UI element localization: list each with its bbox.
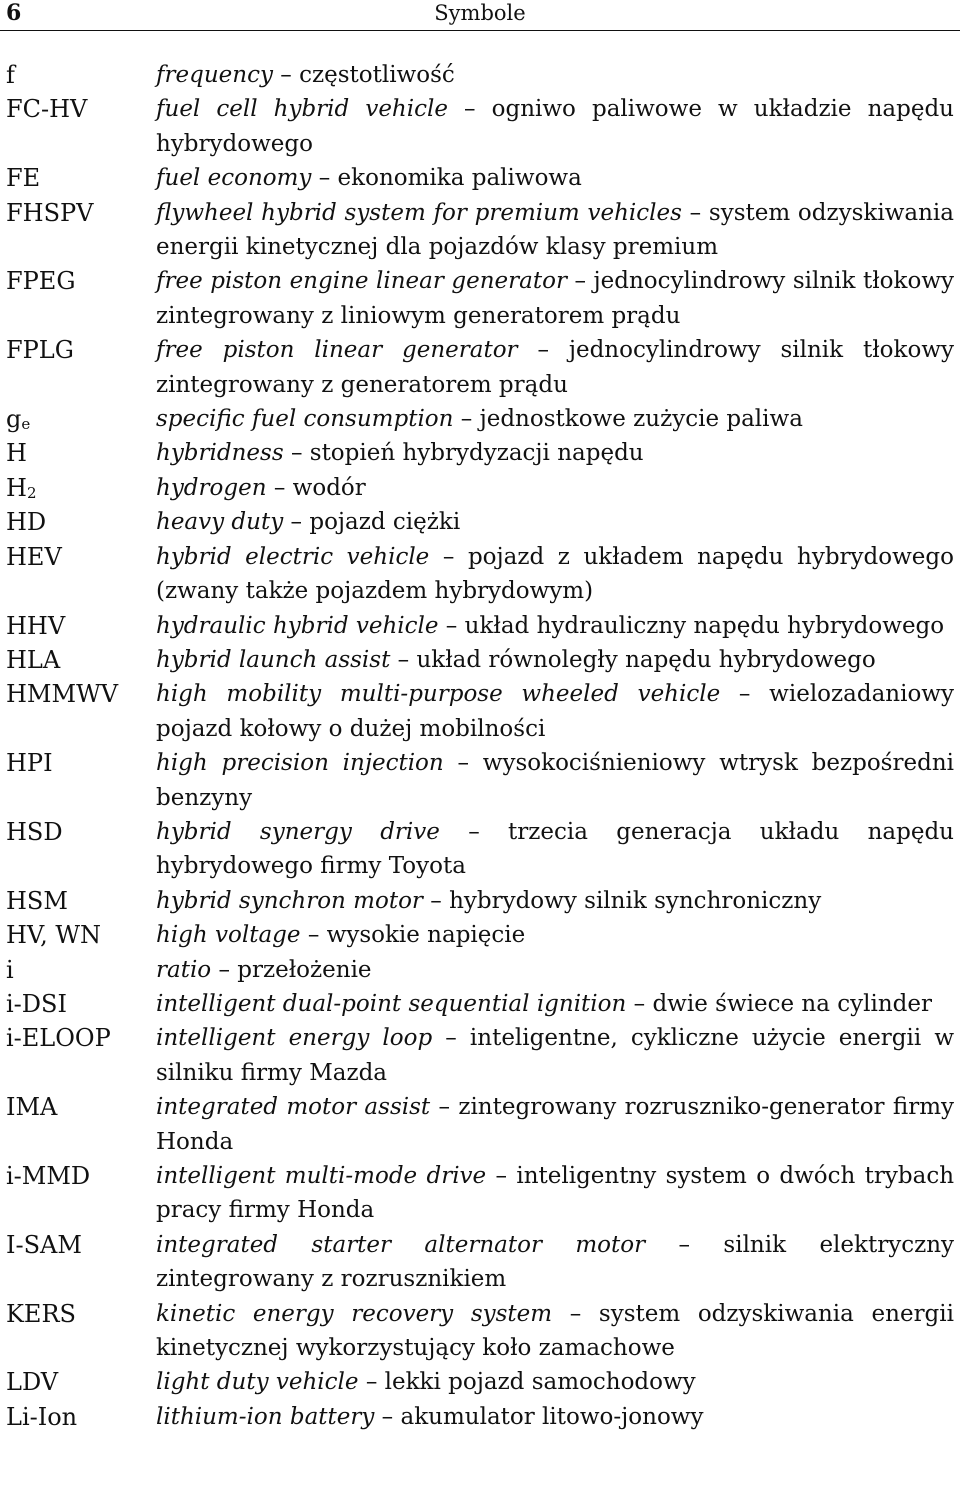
polish-description: akumulator litowo-jonowy <box>400 1403 704 1430</box>
polish-description: wielozadaniowy pojazd kołowy o dużej mobilności <box>156 681 954 742</box>
symbol-abbreviation <box>0 609 156 643</box>
english-term: intelligent dual-point sequential ignition <box>156 990 627 1017</box>
symbol-definition <box>156 677 954 746</box>
polish-description: lekki pojazd samochodowy <box>384 1369 696 1396</box>
symbol-entry <box>0 1365 960 1399</box>
polish-description: przełożenie <box>237 956 372 983</box>
symbol-list <box>0 58 960 1434</box>
english-term: frequency <box>156 62 273 88</box>
term-separator-dash: – <box>626 990 653 1017</box>
english-term: high voltage <box>156 922 301 949</box>
abbreviation-text: i-ELOOP <box>6 1024 111 1053</box>
symbol-abbreviation <box>0 264 156 298</box>
english-term: lithium-ion battery <box>156 1403 375 1430</box>
english-term: high mobility multi-purpose wheeled vehicle <box>156 681 721 708</box>
polish-description: wysokie napięcie <box>326 922 526 949</box>
term-separator-dash: – <box>390 646 417 673</box>
symbol-entry <box>0 815 960 884</box>
english-term: flywheel hybrid system for premium vehicles <box>156 199 682 226</box>
symbol-entry <box>0 746 960 815</box>
english-term: hybrid synergy drive <box>156 818 440 845</box>
polish-description: jednocylindrowy silnik tłokowy zintegrowany z generatorem prądu <box>156 337 954 398</box>
symbol-entry <box>0 92 960 161</box>
english-term: intelligent multi-mode drive <box>156 1163 487 1189</box>
term-separator-dash: – <box>681 199 709 226</box>
abbreviation-text: Li-Ion <box>6 1402 78 1431</box>
symbol-abbreviation <box>0 161 156 195</box>
symbol-entry <box>0 1159 960 1228</box>
term-separator-dash: – <box>311 165 338 192</box>
symbol-abbreviation <box>0 953 156 987</box>
running-head: Symbole <box>434 1 526 25</box>
symbol-definition <box>156 746 954 815</box>
abbreviation-text: i <box>6 955 14 984</box>
abbreviation-text: FE <box>6 164 41 193</box>
abbreviation-text: g <box>6 405 22 434</box>
polish-description: dwie świece na cylinder <box>652 990 932 1017</box>
symbol-definition <box>156 918 954 952</box>
english-term: light duty vehicle <box>156 1369 359 1396</box>
term-separator-dash: – <box>453 406 480 433</box>
english-term: free piston engine linear generator <box>156 268 567 295</box>
symbol-definition <box>156 196 954 265</box>
symbol-abbreviation <box>0 1159 156 1193</box>
term-separator-dash: – <box>300 922 327 949</box>
symbol-entry <box>0 161 960 195</box>
symbol-entry <box>0 505 960 539</box>
term-separator-dash: – <box>211 956 238 983</box>
polish-description: zintegrowany rozruszniko-generator firmy Honda <box>156 1094 954 1155</box>
abbreviation-text: FHSPV <box>6 198 94 227</box>
page-header <box>0 0 960 32</box>
polish-description: wodór <box>292 474 366 501</box>
polish-description: silnik elektryczny zintegrowany z rozrusznikiem <box>156 1231 954 1293</box>
symbol-abbreviation <box>0 987 156 1021</box>
symbol-definition <box>156 643 954 677</box>
english-term: hydraulic hybrid vehicle <box>156 612 439 639</box>
abbreviation-text: FC-HV <box>6 95 88 124</box>
symbol-definition <box>156 161 954 195</box>
symbol-definition <box>156 609 954 643</box>
term-separator-dash: – <box>432 1025 470 1052</box>
symbol-abbreviation <box>0 1228 156 1262</box>
english-term: specific fuel consumption <box>156 406 454 433</box>
symbol-definition <box>156 333 954 402</box>
abbreviation-text: HEV <box>6 542 62 571</box>
symbol-abbreviation <box>0 540 156 574</box>
english-term: kinetic energy recovery system <box>156 1300 553 1327</box>
polish-description: ogniwo paliwowe w układzie napędu hybrydowego <box>156 96 954 157</box>
symbol-entry <box>0 471 960 505</box>
symbol-definition <box>156 402 954 436</box>
abbreviation-text: KERS <box>6 1299 76 1328</box>
symbol-abbreviation <box>0 196 156 230</box>
polish-description: system odzyskiwania energii kinetycznej wykorzystujący koło zamachowe <box>156 1300 954 1362</box>
symbol-entry <box>0 987 960 1021</box>
english-term: intelligent energy loop <box>156 1025 433 1052</box>
abbreviation-text: HPI <box>6 749 53 778</box>
symbol-definition <box>156 1297 954 1366</box>
symbol-abbreviation <box>0 1021 156 1055</box>
term-separator-dash: – <box>358 1369 385 1396</box>
symbol-definition <box>156 540 954 609</box>
english-term: hybrid synchron motor <box>156 887 423 914</box>
polish-description: jednostkowe zużycie paliwa <box>479 406 803 433</box>
symbol-entry <box>0 643 960 677</box>
abbreviation-text: HD <box>6 508 47 537</box>
symbol-definition <box>156 1021 954 1090</box>
abbreviation-text: HMMWV <box>6 680 119 709</box>
english-term: integrated motor assist <box>156 1094 431 1121</box>
term-separator-dash: – <box>566 268 594 295</box>
abbreviation-text: HSD <box>6 817 63 846</box>
symbol-definition <box>156 505 954 539</box>
symbol-definition <box>156 1228 954 1297</box>
term-separator-dash: – <box>552 1300 599 1327</box>
abbreviation-text: IMA <box>6 1093 58 1122</box>
polish-description: pojazd ciężki <box>309 509 461 536</box>
symbol-definition <box>156 987 954 1021</box>
page-number: 6 <box>6 0 22 26</box>
symbol-abbreviation <box>0 746 156 780</box>
symbol-definition <box>156 1365 954 1399</box>
abbreviation-subscript: e <box>21 415 31 434</box>
symbol-entry <box>0 1021 960 1090</box>
symbol-entry <box>0 918 960 952</box>
polish-description: wysokociśnieniowy wtrysk bezpośredni benzyny <box>156 750 954 811</box>
term-separator-dash: – <box>720 681 770 708</box>
symbol-entry <box>0 196 960 265</box>
symbol-abbreviation <box>0 333 156 367</box>
english-term: hybridness <box>156 440 284 467</box>
polish-description: układ hydrauliczny napędu hybrydowego <box>464 612 945 639</box>
symbol-abbreviation <box>0 471 156 505</box>
symbol-definition <box>156 815 954 884</box>
term-separator-dash: – <box>439 818 509 845</box>
symbol-definition <box>156 58 954 92</box>
abbreviation-text: HLA <box>6 645 61 674</box>
symbol-entry <box>0 58 960 92</box>
polish-description: trzecia generacja układu napędu hybrydowego firmy Toyota <box>156 818 954 880</box>
term-separator-dash: – <box>486 1163 517 1189</box>
term-separator-dash: – <box>266 474 293 501</box>
polish-description: hybrydowy silnik synchroniczny <box>449 887 822 914</box>
english-term: hybrid electric vehicle <box>156 543 430 570</box>
symbol-abbreviation <box>0 436 156 470</box>
term-separator-dash: – <box>438 612 465 639</box>
symbol-abbreviation <box>0 643 156 677</box>
abbreviation-text: H <box>6 439 27 468</box>
symbol-entry <box>0 402 960 436</box>
symbol-entry <box>0 953 960 987</box>
symbol-abbreviation <box>0 1297 156 1331</box>
term-separator-dash: – <box>645 1231 724 1258</box>
term-separator-dash: – <box>443 750 483 777</box>
symbol-entry <box>0 264 960 333</box>
symbol-entry <box>0 540 960 609</box>
term-separator-dash: – <box>429 543 468 570</box>
english-term: fuel economy <box>156 165 312 192</box>
term-separator-dash: – <box>430 1094 459 1121</box>
symbol-definition <box>156 436 954 470</box>
symbol-abbreviation <box>0 1365 156 1399</box>
symbol-abbreviation <box>0 92 156 126</box>
polish-description: układ równoległy napędu hybrydowego <box>416 646 876 673</box>
abbreviation-text: f <box>6 61 15 89</box>
term-separator-dash: – <box>517 337 569 364</box>
symbol-entry <box>0 1400 960 1434</box>
abbreviation-text: HHV <box>6 611 66 640</box>
english-term: ratio <box>156 956 212 983</box>
abbreviation-subscript: 2 <box>26 483 37 502</box>
polish-description: inteligentny system o dwóch trybach pracy firmy Honda <box>156 1163 955 1224</box>
term-separator-dash: – <box>374 1403 401 1430</box>
abbreviation-text: FPEG <box>6 267 76 296</box>
symbol-abbreviation <box>0 58 156 92</box>
symbol-definition <box>156 1090 954 1159</box>
symbol-abbreviation <box>0 1400 156 1434</box>
abbreviation-text: LDV <box>6 1368 59 1397</box>
abbreviation-text: I-SAM <box>6 1230 82 1259</box>
symbol-abbreviation <box>0 884 156 918</box>
term-separator-dash: – <box>272 62 300 88</box>
symbol-abbreviation <box>0 402 156 436</box>
symbol-definition <box>156 953 954 987</box>
symbol-entry <box>0 436 960 470</box>
abbreviation-text: H <box>6 473 27 502</box>
symbol-definition <box>156 884 954 918</box>
english-term: fuel cell hybrid vehicle <box>156 96 448 123</box>
symbol-entry <box>0 1228 960 1297</box>
english-term: integrated starter alternator motor <box>156 1231 646 1258</box>
polish-description: ekonomika paliwowa <box>337 165 582 192</box>
symbol-entry <box>0 677 960 746</box>
symbol-entry <box>0 884 960 918</box>
symbol-abbreviation <box>0 815 156 849</box>
english-term: heavy duty <box>156 509 284 536</box>
symbol-entry <box>0 1090 960 1159</box>
symbol-definition <box>156 264 954 333</box>
term-separator-dash: – <box>422 887 450 914</box>
abbreviation-text: HV, WN <box>6 921 101 950</box>
abbreviation-text: FPLG <box>6 336 74 365</box>
abbreviation-text: i-DSI <box>6 989 67 1018</box>
symbol-entry <box>0 333 960 402</box>
english-term: free piston linear generator <box>156 337 518 364</box>
polish-description: inteligentne, cykliczne użycie energii w silniku firmy Mazda <box>156 1025 955 1086</box>
symbol-definition <box>156 1159 954 1228</box>
symbol-abbreviation <box>0 505 156 539</box>
symbol-abbreviation <box>0 1090 156 1124</box>
symbol-definition <box>156 471 954 505</box>
polish-description: pojazd z układem napędu hybrydowego (zwany także pojazdem hybrydowym) <box>156 543 954 605</box>
polish-description: stopień hybrydyzacji napędu <box>309 440 644 467</box>
english-term: hydrogen <box>156 474 267 501</box>
english-term: hybrid launch assist <box>156 646 391 673</box>
symbol-definition <box>156 1400 954 1434</box>
term-separator-dash: – <box>447 96 492 123</box>
symbol-entry <box>0 1297 960 1366</box>
english-term: high precision injection <box>156 750 444 777</box>
polish-description: jednocylindrowy silnik tłokowy zintegrowany z liniowym generatorem prądu <box>156 268 954 329</box>
symbol-abbreviation <box>0 918 156 952</box>
abbreviation-text: i-MMD <box>6 1162 91 1190</box>
polish-description: system odzyskiwania energii kinetycznej dla pojazdów klasy premium <box>156 199 954 261</box>
abbreviation-text: HSM <box>6 886 68 915</box>
header-rule <box>0 30 960 31</box>
term-separator-dash: – <box>283 440 310 467</box>
symbol-abbreviation <box>0 677 156 711</box>
symbol-definition <box>156 92 954 161</box>
term-separator-dash: – <box>283 509 310 536</box>
polish-description: częstotliwość <box>299 62 455 88</box>
symbol-entry <box>0 609 960 643</box>
